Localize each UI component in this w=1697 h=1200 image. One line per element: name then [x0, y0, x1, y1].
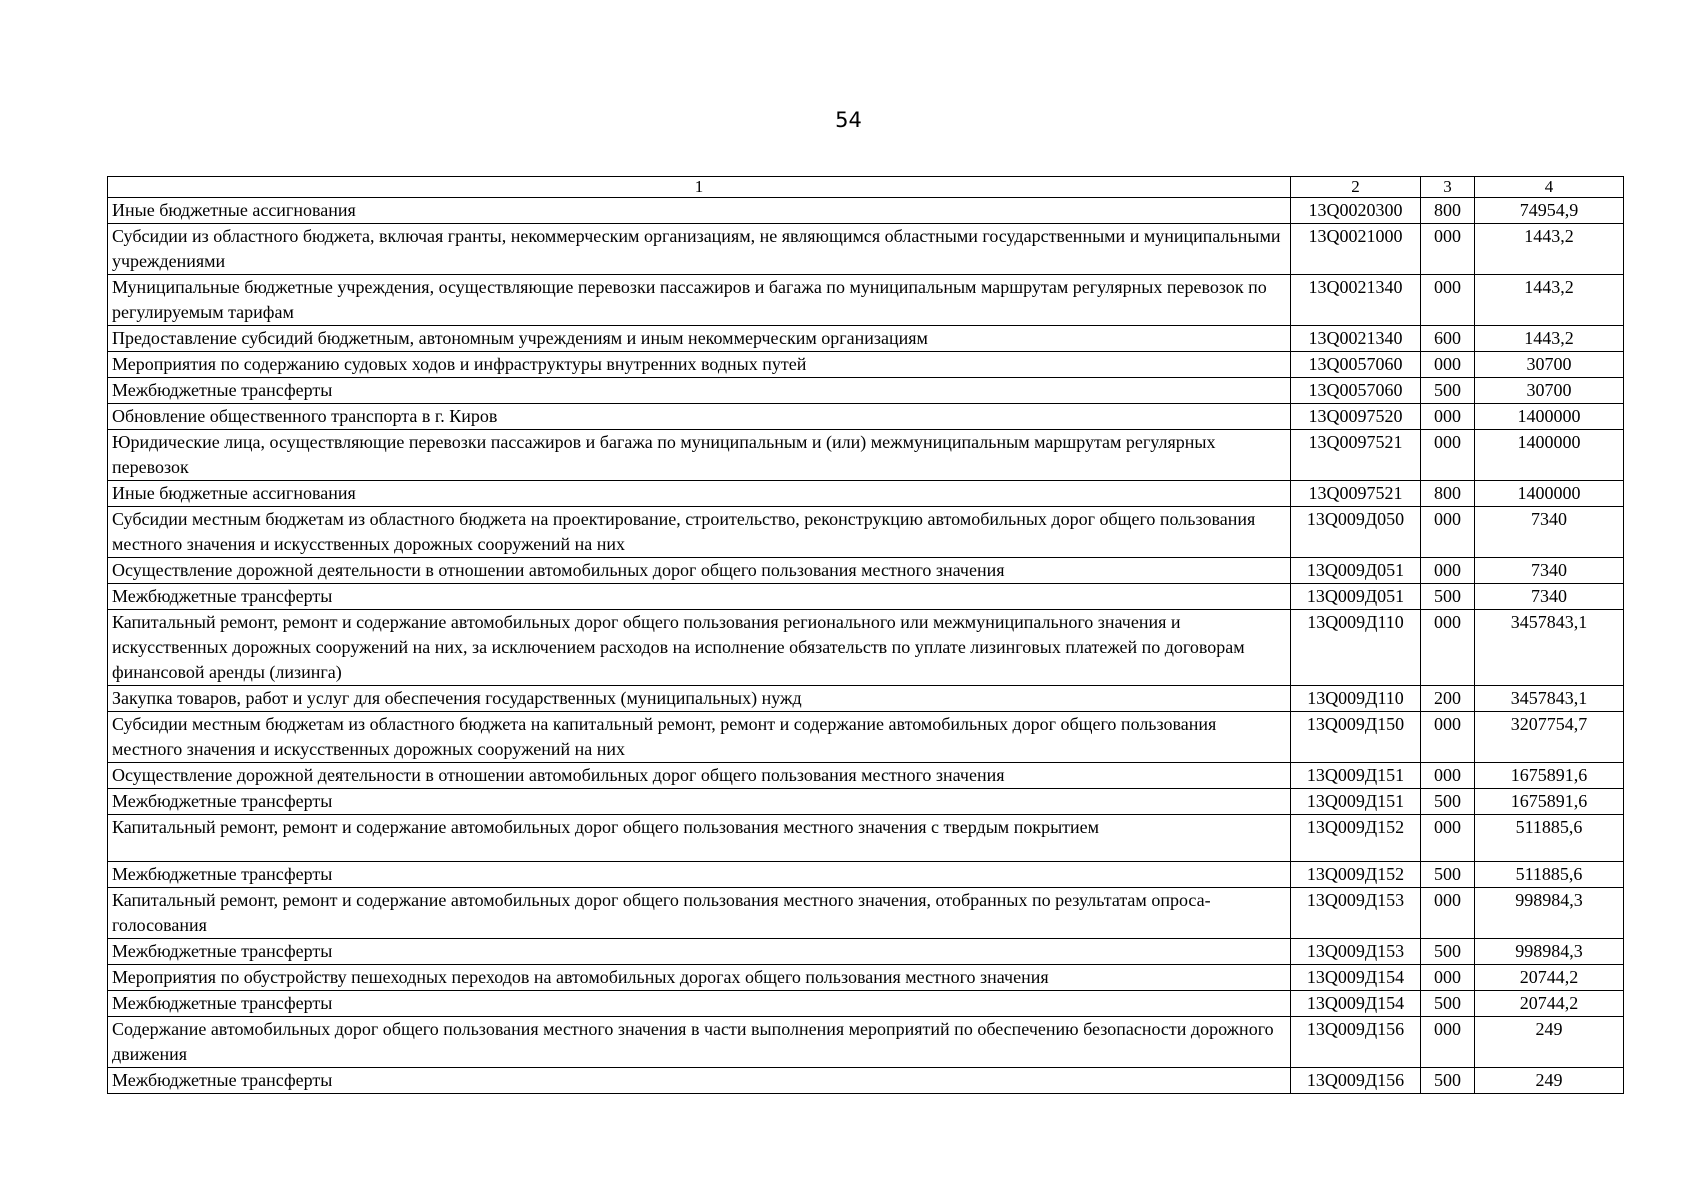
row-amount-cell: 511885,6 [1475, 815, 1624, 862]
budget-table [107, 176, 1624, 1094]
row-amount-cell: 1443,2 [1475, 275, 1624, 326]
table-body [108, 198, 1624, 1094]
row-code-cell: 13Q0021340 [1291, 326, 1421, 352]
row-type-cell: 500 [1421, 584, 1475, 610]
table-row [108, 1068, 1624, 1094]
row-amount-cell: 3207754,7 [1475, 712, 1624, 763]
table-row [108, 378, 1624, 404]
row-code-cell: 13Q009Д110 [1291, 610, 1421, 686]
row-type-cell: 600 [1421, 326, 1475, 352]
row-type-cell: 800 [1421, 481, 1475, 507]
row-type-cell: 000 [1421, 275, 1475, 326]
row-name-cell: Иные бюджетные ассигнования [108, 198, 1291, 224]
row-name-cell: Межбюджетные трансферты [108, 378, 1291, 404]
row-name-cell: Обновление общественного транспорта в г. Киров [108, 404, 1291, 430]
row-amount-cell: 511885,6 [1475, 862, 1624, 888]
row-name-cell: Субсидии местным бюджетам из областного бюджета на капитальный ремонт, ремонт и содержание автомобильных дорог общего пользования местного значения и искусственных дорожных сооружений на них [108, 712, 1291, 763]
row-code-cell: 13Q009Д156 [1291, 1068, 1421, 1094]
row-type-cell: 000 [1421, 1017, 1475, 1068]
table-row [108, 584, 1624, 610]
row-name-cell: Межбюджетные трансферты [108, 789, 1291, 815]
row-type-cell: 800 [1421, 198, 1475, 224]
row-amount-cell: 998984,3 [1475, 939, 1624, 965]
header-row [108, 177, 1624, 198]
row-type-cell: 000 [1421, 507, 1475, 558]
row-amount-cell: 30700 [1475, 352, 1624, 378]
row-code-cell: 13Q009Д151 [1291, 763, 1421, 789]
row-name-cell: Капитальный ремонт, ремонт и содержание автомобильных дорог общего пользования местного значения, отобранных по результатам опроса-голосования [108, 888, 1291, 939]
row-name-cell: Мероприятия по обустройству пешеходных переходов на автомобильных дорогах общего пользования местного значения [108, 965, 1291, 991]
row-name-cell: Муниципальные бюджетные учреждения, осуществляющие перевозки пассажиров и багажа по муниципальным маршрутам регулярных перевозок по регулируемым тарифам [108, 275, 1291, 326]
row-type-cell: 000 [1421, 352, 1475, 378]
table-row [108, 481, 1624, 507]
table-row [108, 224, 1624, 275]
row-amount-cell: 20744,2 [1475, 965, 1624, 991]
row-code-cell: 13Q009Д051 [1291, 584, 1421, 610]
row-type-cell: 200 [1421, 686, 1475, 712]
row-type-cell: 000 [1421, 815, 1475, 862]
row-amount-cell: 7340 [1475, 507, 1624, 558]
table-row [108, 789, 1624, 815]
row-amount-cell: 7340 [1475, 558, 1624, 584]
row-type-cell: 000 [1421, 558, 1475, 584]
row-type-cell: 000 [1421, 224, 1475, 275]
row-type-cell: 000 [1421, 712, 1475, 763]
row-code-cell: 13Q009Д050 [1291, 507, 1421, 558]
header-col-3: 3 [1421, 177, 1475, 198]
table-row [108, 507, 1624, 558]
row-name-cell: Осуществление дорожной деятельности в отношении автомобильных дорог общего пользования местного значения [108, 558, 1291, 584]
row-code-cell: 13Q009Д153 [1291, 888, 1421, 939]
page-number: 54 [835, 108, 862, 132]
row-code-cell: 13Q009Д153 [1291, 939, 1421, 965]
table-row [108, 1017, 1624, 1068]
row-name-cell: Межбюджетные трансферты [108, 584, 1291, 610]
row-amount-cell: 1443,2 [1475, 224, 1624, 275]
row-name-cell: Капитальный ремонт, ремонт и содержание автомобильных дорог общего пользования регионального или межмуниципального значения и искусственных дорожных сооружений на них, за исключением расходов на исполнение обязательств по уплате лизинговых платежей по договорам финансовой аренды (лизинга) [108, 610, 1291, 686]
row-type-cell: 500 [1421, 378, 1475, 404]
row-amount-cell: 30700 [1475, 378, 1624, 404]
row-name-cell: Мероприятия по содержанию судовых ходов и инфраструктуры внутренних водных путей [108, 352, 1291, 378]
row-code-cell: 13Q009Д150 [1291, 712, 1421, 763]
table-header [108, 177, 1624, 198]
header-col-1: 1 [108, 177, 1291, 198]
row-code-cell: 13Q009Д051 [1291, 558, 1421, 584]
row-type-cell: 000 [1421, 888, 1475, 939]
row-code-cell: 13Q0097520 [1291, 404, 1421, 430]
row-amount-cell: 1400000 [1475, 430, 1624, 481]
row-name-cell: Субсидии из областного бюджета, включая гранты, некоммерческим организациям, не являющимся областными государственными и муниципальными учреждениями [108, 224, 1291, 275]
row-amount-cell: 74954,9 [1475, 198, 1624, 224]
header-col-2: 2 [1291, 177, 1421, 198]
table-row [108, 991, 1624, 1017]
table-row [108, 198, 1624, 224]
row-code-cell: 13Q0097521 [1291, 481, 1421, 507]
row-amount-cell: 7340 [1475, 584, 1624, 610]
row-code-cell: 13Q0097521 [1291, 430, 1421, 481]
row-name-cell: Предоставление субсидий бюджетным, автономным учреждениям и иным некоммерческим организациям [108, 326, 1291, 352]
row-amount-cell: 1400000 [1475, 404, 1624, 430]
row-name-cell: Межбюджетные трансферты [108, 1068, 1291, 1094]
row-amount-cell: 1675891,6 [1475, 789, 1624, 815]
row-code-cell: 13Q009Д152 [1291, 862, 1421, 888]
row-code-cell: 13Q009Д151 [1291, 789, 1421, 815]
row-name-cell: Закупка товаров, работ и услуг для обеспечения государственных (муниципальных) нужд [108, 686, 1291, 712]
table-row [108, 404, 1624, 430]
row-amount-cell: 998984,3 [1475, 888, 1624, 939]
row-code-cell: 13Q009Д152 [1291, 815, 1421, 862]
row-name-cell: Содержание автомобильных дорог общего пользования местного значения в части выполнения мероприятий по обеспечению безопасности дорожного движения [108, 1017, 1291, 1068]
table-row [108, 939, 1624, 965]
row-type-cell: 500 [1421, 1068, 1475, 1094]
row-type-cell: 000 [1421, 965, 1475, 991]
table-row [108, 686, 1624, 712]
row-amount-cell: 1443,2 [1475, 326, 1624, 352]
row-code-cell: 13Q0057060 [1291, 378, 1421, 404]
row-type-cell: 000 [1421, 610, 1475, 686]
table-row [108, 326, 1624, 352]
row-amount-cell: 249 [1475, 1068, 1624, 1094]
table-row [108, 352, 1624, 378]
row-code-cell: 13Q009Д154 [1291, 965, 1421, 991]
row-name-cell: Юридические лица, осуществляющие перевозки пассажиров и багажа по муниципальным и (или) межмуниципальным маршрутам регулярных перевозок [108, 430, 1291, 481]
row-amount-cell: 249 [1475, 1017, 1624, 1068]
row-amount-cell: 1400000 [1475, 481, 1624, 507]
row-name-cell: Межбюджетные трансферты [108, 991, 1291, 1017]
row-amount-cell: 1675891,6 [1475, 763, 1624, 789]
row-code-cell: 13Q009Д154 [1291, 991, 1421, 1017]
row-type-cell: 000 [1421, 430, 1475, 481]
row-name-cell: Иные бюджетные ассигнования [108, 481, 1291, 507]
header-col-4: 4 [1475, 177, 1624, 198]
table-row [108, 558, 1624, 584]
table-row [108, 712, 1624, 763]
row-code-cell: 13Q009Д156 [1291, 1017, 1421, 1068]
row-name-cell: Субсидии местным бюджетам из областного бюджета на проектирование, строительство, реконструкцию автомобильных дорог общего пользования местного значения и искусственных дорожных сооружений на них [108, 507, 1291, 558]
row-type-cell: 000 [1421, 763, 1475, 789]
table-row [108, 862, 1624, 888]
row-code-cell: 13Q0020300 [1291, 198, 1421, 224]
table-row [108, 610, 1624, 686]
row-type-cell: 500 [1421, 789, 1475, 815]
row-code-cell: 13Q0021340 [1291, 275, 1421, 326]
table-row [108, 763, 1624, 789]
row-amount-cell: 20744,2 [1475, 991, 1624, 1017]
table-row [108, 275, 1624, 326]
table-row [108, 430, 1624, 481]
row-type-cell: 500 [1421, 862, 1475, 888]
row-code-cell: 13Q0057060 [1291, 352, 1421, 378]
row-name-cell: Межбюджетные трансферты [108, 862, 1291, 888]
table-row [108, 888, 1624, 939]
row-amount-cell: 3457843,1 [1475, 686, 1624, 712]
table-row [108, 815, 1624, 862]
row-type-cell: 000 [1421, 404, 1475, 430]
table-row [108, 965, 1624, 991]
row-code-cell: 13Q0021000 [1291, 224, 1421, 275]
row-amount-cell: 3457843,1 [1475, 610, 1624, 686]
row-name-cell: Осуществление дорожной деятельности в отношении автомобильных дорог общего пользования местного значения [108, 763, 1291, 789]
row-type-cell: 500 [1421, 939, 1475, 965]
row-type-cell: 500 [1421, 991, 1475, 1017]
row-name-cell: Межбюджетные трансферты [108, 939, 1291, 965]
row-name-cell: Капитальный ремонт, ремонт и содержание автомобильных дорог общего пользования местного значения с твердым покрытием [108, 815, 1291, 862]
row-code-cell: 13Q009Д110 [1291, 686, 1421, 712]
